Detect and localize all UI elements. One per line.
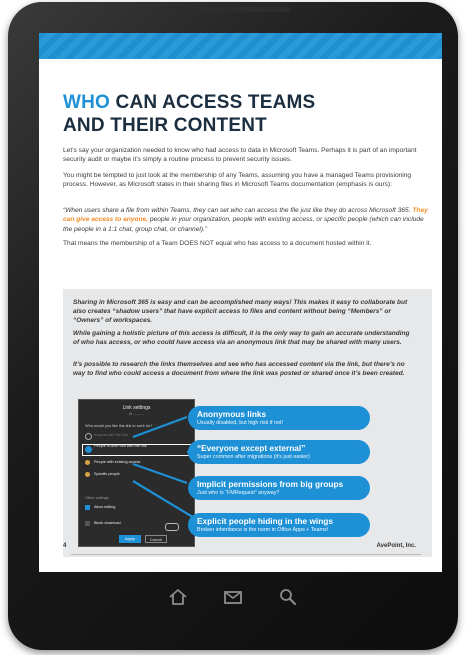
title-line2: AND THEIR CONTENT [63,115,267,136]
callout-sub: Super common after migrations (it’s just easier) [197,454,310,460]
callout-anonymous-links [188,406,370,430]
block-download-label: Block download [94,521,121,525]
panel-text-links: It’s possible to research the links themselves and see who has accessed content via the link, but there’s no way to find who could access a document from where the link was posted or shared once it’s been created. [73,361,405,378]
quote-emphasis: They can give access to anyone, [63,207,428,224]
arrow-explicit [133,481,196,519]
paragraph-quote [63,206,433,234]
speaker-grille [188,7,290,12]
option-anyone[interactable]: Anyone with the link [94,433,128,437]
panel-text-holistic: While gaining a holistic picture of this access is difficult, it is the only way to gain an accurate understanding of who has access, or who could have access via an anonymous link that may be shared with many users. [73,330,410,347]
panel-text-sharing: Sharing in Microsoft 365 is easy and can be accomplished many ways! This makes it easy to collaborate but also creates “shadow users” that have explicit access to files and content without being “Members” or “Owners” of workspaces. [73,299,408,325]
search-icon[interactable] [275,584,301,610]
header-stripe [39,33,442,59]
callout-sub: Just who is “FMRequest” anyway? [197,490,280,496]
cancel-button[interactable]: Cancel [145,535,167,543]
dialog-title: Link settings [122,405,151,411]
option-existing-access[interactable]: People with existing access [94,460,141,464]
callout-heading: Anonymous links [197,409,267,419]
dialog-subtitle: ✉ ... ........ [129,412,144,416]
footer-divider [71,554,421,555]
quote-part-b: people in your organization, people with existing access, or specific people (which can include the people in a 1:1 chat, group chat, or channel).” [63,216,424,233]
quote-part-a: “When users share a file from within Teams, they can set who can access the file just like they do across Microsoft 365. [63,207,413,214]
arrow-implicit [133,464,187,483]
other-settings-label: Other settings [85,496,109,500]
allow-editing-label: Allow editing [94,505,116,509]
footer-brand: AvePoint, Inc. [376,543,416,549]
title-line1: CAN ACCESS TEAMS [110,92,316,113]
paragraph-conclusion: That means the membership of a Team DOES NOT equal who has access to a document hosted within it. [63,240,372,247]
mail-icon[interactable] [220,584,246,610]
callout-explicit-people [188,513,370,537]
dialog-question: Who would you like this link to work for? [85,424,153,428]
title-highlight: WHO [63,92,111,113]
callout-heading: “Everyone except external” [197,443,306,453]
callout-sub: Usually disabled, but high risk if not! [197,420,283,426]
callout-panel [63,289,432,557]
paragraph-membership: You might be tempted to just look at the membership of any Teams, assuming you have a managed Teams provisioning process. However, as Microsoft states in their sharing files in Microsoft Teams documentation (emphasis is ours): [63,172,412,189]
callout-heading: Explicit people hiding in the wings [197,516,333,526]
apply-button[interactable]: Apply [119,535,141,543]
arrow-anonymous [133,417,187,437]
option-people-in-org[interactable]: People in AvePoint with the link [94,444,147,448]
callout-sub: Broken inheritance is the norm in Office Apps + Teams! [197,527,329,533]
callout-everyone-except-external [188,440,370,464]
page-number: 4 [63,543,67,549]
paragraph-intro: Let’s say your organization needed to know who had access to data in Microsoft Teams. Perhaps it is part of an important security audit or maybe it’s simply a routine process to prevent security issues. [63,147,417,164]
option-specific-people[interactable]: Specific people [94,472,120,476]
home-icon[interactable] [165,584,191,610]
callout-implicit-permissions [188,476,370,500]
callout-heading: Implicit permissions from big groups [197,479,344,489]
page-title [63,91,423,137]
document-page [39,33,442,572]
tablet-frame [8,2,458,650]
